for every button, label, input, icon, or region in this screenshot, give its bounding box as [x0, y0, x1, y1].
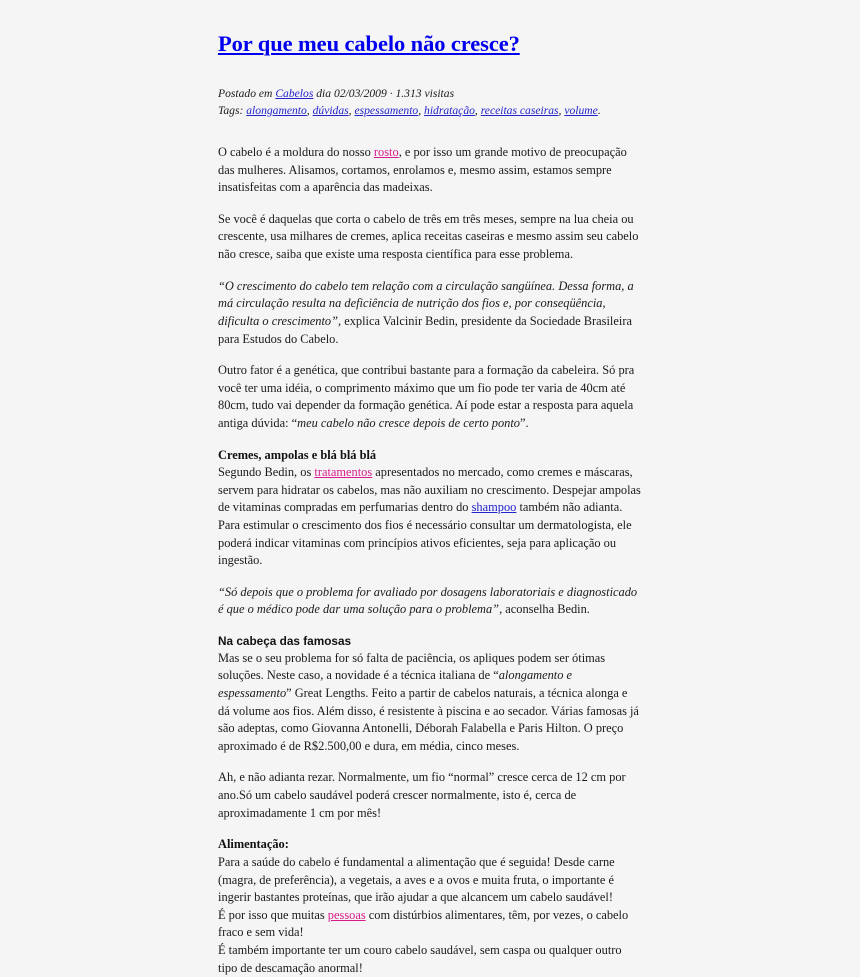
paragraph-10-text-b: com distúrbios alimentares, têm, por vezes, o cabelo fraco e sem vida! — [218, 907, 629, 940]
paragraph-10 — [218, 907, 642, 942]
section-alimentacao — [218, 836, 642, 977]
subheading-na-cabeca-das-famosas: Na cabeça das famosas — [218, 634, 352, 649]
tag-sep-0: , — [306, 103, 313, 117]
tag-sep-1: , — [348, 103, 355, 117]
tags-terminator: . — [597, 103, 601, 117]
paragraph-7-italic-term: alongamento e espessamento — [218, 668, 573, 701]
tag-sep-4: , — [558, 103, 565, 117]
paragraph-5-text-c: também não adianta. Para estimular o crescimento dos fios é necessário consultar um dermatologista, ele poderá indicar vitaminas com princípios ativos eficientes, seja para aplicação ou ingestão. — [218, 500, 632, 568]
blog-post-article — [218, 30, 642, 977]
paragraph-10-text-a: É por isso que muitas — [218, 907, 328, 922]
section-famosas — [218, 633, 642, 755]
post-meta-posted-line — [218, 86, 642, 102]
tag-link-alongamento[interactable]: alongamento — [246, 103, 307, 117]
tag-link-volume[interactable]: volume — [564, 103, 598, 117]
tag-link-receitas-caseiras[interactable]: receitas caseiras — [480, 103, 559, 117]
paragraph-1-text-a: O cabelo é a moldura do nosso — [218, 145, 374, 160]
quote-text-bedin-circulation: “O crescimento do cabelo tem relação com a circulação sangüínea. Dessa forma, a má circulação resulta na deficiência de nutrição dos fios e, por conseqüência, dificulta o crescimento” — [218, 278, 634, 328]
paragraph-3-quote — [218, 278, 642, 348]
paragraph-5-text-a: Segundo Bedin, os — [218, 465, 315, 480]
spacer-after-famosas — [218, 755, 642, 769]
tag-link-hidratacao[interactable]: hidratação — [424, 103, 475, 117]
paragraph-1-text-b: , e por isso um grande motivo de preocupação das mulheres. Alisamos, cortamos, enrolamos e, mesmo assim, estamos sempre insatisfeitas com a aparência das madeixas. — [218, 145, 627, 195]
paragraph-7 — [218, 650, 642, 756]
paragraph-11: É também importante ter um couro cabelo saudável, sem caspa ou qualquer outro tipo de descamação anormal! — [218, 942, 622, 975]
subheading-alimentacao: Alimentação: — [218, 837, 289, 852]
paragraph-4-italic-quote: meu cabelo não cresce depois de certo ponto — [297, 415, 520, 430]
quote-attribution-bedin-2: , aconselha Bedin. — [499, 602, 590, 617]
paragraph-8: Ah, e não adianta rezar. Normalmente, um fio “normal” cresce cerca de 12 cm por ano.Só um cabelo saudável poderá crescer normalmente, isto é, cerca de aproximadamente 1 cm por mês! — [218, 770, 626, 820]
section-cremes — [218, 447, 642, 570]
subheading-cremes-ampolas: Cremes, ampolas e blá blá blá — [218, 447, 377, 462]
paragraph-7-text-b: ” Great Lengths. Feito a partir de cabelos naturais, a técnica alonga e dá volume aos fios. Além disso, é resistente à piscina e ao secador. Várias famosas já são adeptas, como Giovanna Antonelli, Déborah Falabella e Paris Hilton. O preço aproximado é de R$2.500,00 e dura, em média, cinco meses. — [218, 686, 639, 753]
inline-link-shampoo[interactable]: shampoo — [471, 500, 517, 515]
category-link[interactable]: Cabelos — [275, 87, 314, 101]
tag-sep-3: , — [474, 103, 481, 117]
tag-link-espessamento[interactable]: espessamento — [354, 103, 419, 117]
paragraph-2: Se você é daquelas que corta o cabelo de três em três meses, sempre na lua cheia ou crescente, usa milhares de cremes, aplica receitas caseiras e mesmo assim seu cabelo não cresce, saiba que existe uma resposta científica para esse problema. — [218, 211, 639, 262]
spacer-after-cremes — [218, 570, 642, 584]
posted-prefix-label: Postado em — [218, 87, 276, 101]
paragraph-4 — [218, 362, 642, 432]
quote-attribution-bedin: , explica Valcinir Bedin, presidente da Sociedade Brasileira para Estudos do Cabelo. — [218, 313, 632, 346]
post-title-link[interactable]: Por que meu cabelo não cresce? — [218, 31, 520, 56]
paragraph-7-text-a: Mas se o seu problema for só falta de paciência, os apliques podem ser ótimas soluções. Neste caso, a novidade é a técnica italiana de “ — [218, 650, 606, 683]
inline-link-rosto[interactable]: rosto — [373, 145, 399, 160]
inline-link-pessoas[interactable]: pessoas — [327, 907, 366, 922]
paragraph-5-text-b: apresentados no mercado, como cremes e máscaras, servem para hidratar os cabelos, mas não auxiliam no crescimento. Despejar ampolas de vitaminas compradas em perfumarias dentro do — [218, 465, 641, 515]
quote-text-bedin-diagnostico: “Só depois que o problema for avaliado por dosagens laboratoriais e diagnosticado é que o médico pode dar uma solução para o problema” — [218, 584, 638, 617]
post-meta-tags-line — [218, 103, 642, 119]
tag-link-duvidas[interactable]: dúvidas — [312, 103, 349, 117]
inline-link-tratamentos[interactable]: tratamentos — [314, 465, 373, 480]
paragraph-1 — [218, 144, 642, 197]
paragraph-9: Para a saúde do cabelo é fundamental a alimentação que é seguida! Desde carne (magra, de preferência), a vegetais, a aves e a ovos e muita fruta, o importante é ingerir bastantes proteínas, que irão ajudar a que alcancem um cabelo saudável! — [218, 854, 615, 905]
post-meta — [218, 86, 642, 119]
paragraph-4-text-b: ”. — [520, 415, 529, 430]
post-date-and-visits: dia 02/03/2009 · 1.313 visitas — [313, 87, 455, 101]
tag-sep-2: , — [418, 103, 425, 117]
post-body — [218, 144, 642, 977]
paragraph-6-quote — [218, 584, 642, 619]
tags-label: Tags: — [218, 103, 247, 117]
paragraph-4-text-a: Outro fator é a genética, que contribui bastante para a formação da cabeleira. Só pra você ter uma idéia, o comprimento máximo que um fio pode ter varia de 40cm até 80cm, tudo vai depender da formação genética. Aí pode estar a resposta para aquela antiga dúvida: “ — [218, 363, 635, 430]
paragraph-5 — [218, 464, 642, 570]
